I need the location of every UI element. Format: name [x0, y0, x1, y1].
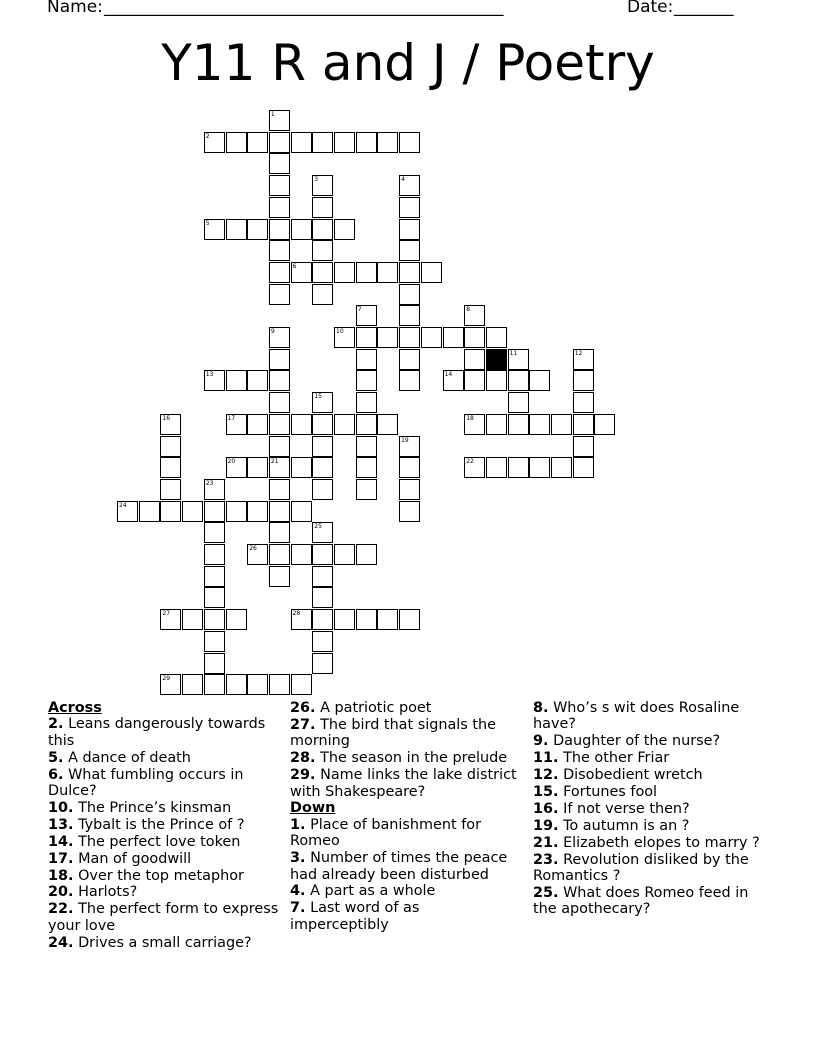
grid-cell[interactable] [356, 479, 377, 500]
clue-number: 11 [509, 349, 518, 357]
across-clue [48, 800, 280, 816]
grid-cell[interactable] [356, 414, 377, 435]
grid-cell[interactable] [160, 674, 181, 695]
clue-text: What does Romeo feed in the apothecary? [533, 884, 749, 918]
grid-cell[interactable] [312, 566, 333, 587]
grid-cell[interactable] [312, 631, 333, 652]
grid-cell[interactable] [291, 262, 312, 283]
clue-number: 6 [292, 262, 297, 270]
clues-column-1 [48, 700, 280, 952]
page-title: Y11 R and J / Poetry [161, 34, 655, 92]
clue-number: 4 [401, 176, 405, 184]
grid-cell[interactable] [139, 501, 160, 522]
grid-cell[interactable] [204, 219, 225, 240]
grid-cell[interactable] [312, 262, 333, 283]
grid-cell[interactable] [291, 674, 312, 695]
across-clue [48, 884, 280, 900]
grid-cell[interactable] [464, 457, 485, 478]
grid-cell[interactable] [551, 414, 572, 435]
clue-number: 3 [314, 176, 319, 184]
clue-number: 12 [574, 349, 583, 357]
grid-cell[interactable] [312, 609, 333, 630]
grid-cell[interactable] [334, 609, 355, 630]
grid-cell[interactable] [334, 544, 355, 565]
grid-cell[interactable] [356, 327, 377, 348]
grid-cell[interactable] [334, 132, 355, 153]
grid-cell[interactable] [204, 370, 225, 391]
grid-cell[interactable] [377, 609, 398, 630]
grid-cell[interactable] [204, 587, 225, 608]
black-square [486, 349, 507, 370]
grid-cell[interactable] [312, 587, 333, 608]
grid-cell[interactable] [508, 370, 529, 391]
grid-cell[interactable] [226, 674, 247, 695]
clue-text: The other Friar [563, 750, 670, 767]
clue-number: 16 [162, 414, 171, 422]
grid-cell[interactable] [312, 240, 333, 261]
grid-cell[interactable] [204, 653, 225, 674]
grid-cell[interactable] [160, 479, 181, 500]
down-clue [533, 818, 765, 834]
grid-cell[interactable] [486, 457, 507, 478]
clue-number: 14 [444, 371, 453, 379]
across-clue [290, 750, 522, 766]
grid-cell[interactable] [356, 349, 377, 370]
grid-cell[interactable] [356, 457, 377, 478]
grid-cell[interactable] [486, 370, 507, 391]
date-label: Date: [627, 0, 674, 17]
clue-number: 5 [205, 219, 210, 227]
across-heading: Across [48, 700, 102, 716]
grid-cell[interactable] [160, 609, 181, 630]
grid-cell[interactable] [529, 457, 550, 478]
grid-cell[interactable] [269, 197, 290, 218]
grid-cell[interactable] [334, 262, 355, 283]
grid-cell[interactable] [269, 110, 290, 131]
clue-num: 2. [48, 716, 64, 733]
clue-number: 28 [292, 610, 301, 618]
grid-cell[interactable] [204, 674, 225, 695]
clue-num: 9. [533, 733, 549, 750]
grid-cell[interactable] [399, 349, 420, 370]
grid-cell[interactable] [508, 414, 529, 435]
name-label: Name: [47, 0, 103, 17]
across-clue [48, 851, 280, 867]
grid-cell[interactable] [204, 609, 225, 630]
grid-cell[interactable] [226, 370, 247, 391]
grid-cell[interactable] [356, 305, 377, 326]
across-clue [48, 868, 280, 884]
clue-num: 27. [290, 716, 316, 733]
clue-num: 21. [533, 834, 559, 851]
grid-cell[interactable] [399, 262, 420, 283]
grid-cell[interactable] [269, 544, 290, 565]
clue-num: 14. [48, 833, 74, 850]
clue-number: 24 [119, 501, 127, 509]
grid-cell[interactable] [334, 219, 355, 240]
clue-text: Number of times the peace had already been disturbed [290, 850, 508, 883]
grid-cell[interactable] [269, 284, 290, 305]
clue-number: 20 [227, 458, 236, 466]
clue-number: 17 [227, 414, 236, 422]
grid-cell[interactable] [399, 436, 420, 457]
grid-cell[interactable] [443, 327, 464, 348]
grid-cell[interactable] [247, 219, 268, 240]
grid-cell[interactable] [269, 479, 290, 500]
clue-text: Who’s s wit does Rosaline have? [533, 700, 740, 733]
grid-cell[interactable] [291, 414, 312, 435]
grid-cell[interactable] [269, 219, 290, 240]
grid-cell[interactable] [204, 631, 225, 652]
clues-column-2 [290, 700, 522, 934]
grid-cell[interactable] [247, 674, 268, 695]
clue-num: 3. [290, 850, 306, 867]
grid-cell[interactable] [464, 414, 485, 435]
clue-text: Last word of as imperceptibly [290, 900, 420, 933]
grid-cell[interactable] [291, 501, 312, 522]
grid-cell[interactable] [160, 436, 181, 457]
grid-cell[interactable] [182, 501, 203, 522]
clue-num: 4. [290, 883, 306, 900]
grid-cell[interactable] [269, 436, 290, 457]
grid-cell[interactable] [399, 197, 420, 218]
grid-cell[interactable] [204, 522, 225, 543]
clue-num: 25. [533, 884, 559, 901]
grid-cell[interactable] [573, 436, 594, 457]
clue-text: What fumbling occurs in Dulce? [48, 766, 244, 800]
grid-cell[interactable] [269, 349, 290, 370]
grid-cell[interactable] [247, 414, 268, 435]
grid-cell[interactable] [291, 132, 312, 153]
grid-cell[interactable] [399, 240, 420, 261]
grid-cell[interactable] [508, 349, 529, 370]
down-clue [290, 817, 522, 850]
clue-text: The season in the prelude [320, 750, 508, 767]
grid-cell[interactable] [247, 132, 268, 153]
grid-cell[interactable] [312, 544, 333, 565]
down-clue [290, 850, 522, 883]
grid-cell[interactable] [247, 457, 268, 478]
grid-cell[interactable] [421, 327, 442, 348]
grid-cell[interactable] [399, 609, 420, 630]
grid-cell[interactable] [269, 674, 290, 695]
grid-cell[interactable] [399, 219, 420, 240]
grid-cell[interactable] [312, 219, 333, 240]
grid-cell[interactable] [312, 653, 333, 674]
grid-cell[interactable] [312, 436, 333, 457]
clue-text: If not verse then? [563, 800, 690, 817]
grid-cell[interactable] [486, 414, 507, 435]
grid-cell[interactable] [464, 327, 485, 348]
clue-text: Disobedient wretch [563, 767, 703, 784]
grid-cell[interactable] [312, 457, 333, 478]
grid-cell[interactable] [269, 175, 290, 196]
grid-cell[interactable] [464, 370, 485, 391]
grid-cell[interactable] [226, 501, 247, 522]
clue-text: The Prince’s kinsman [78, 799, 232, 816]
down-clue [533, 733, 765, 749]
grid-cell[interactable] [312, 479, 333, 500]
clue-num: 1. [290, 816, 306, 833]
grid-cell[interactable] [486, 327, 507, 348]
grid-cell[interactable] [117, 501, 138, 522]
clue-num: 5. [48, 749, 64, 766]
grid-cell[interactable] [204, 132, 225, 153]
clue-number: 25 [314, 523, 322, 531]
grid-cell[interactable] [464, 349, 485, 370]
clue-number: 19 [401, 436, 409, 444]
grid-cell[interactable] [204, 566, 225, 587]
clue-text: Elizabeth elopes to marry ? [563, 834, 760, 851]
grid-cell[interactable] [356, 392, 377, 413]
clue-number: 1 [270, 111, 275, 118]
clue-num: 7. [290, 900, 306, 917]
clue-text: Revolution disliked by the Romantics ? [533, 851, 749, 885]
grid-cell[interactable] [269, 240, 290, 261]
grid-cell[interactable] [182, 609, 203, 630]
grid-cell[interactable] [226, 414, 247, 435]
across-clue [290, 700, 522, 716]
across-clue [48, 817, 280, 833]
grid-cell[interactable] [399, 284, 420, 305]
grid-cell[interactable] [356, 609, 377, 630]
grid-cell[interactable] [573, 349, 594, 370]
grid-cell[interactable] [573, 392, 594, 413]
down-clue [533, 700, 765, 733]
grid-cell[interactable] [377, 414, 398, 435]
clue-number: 2 [205, 132, 210, 140]
clue-number: 23 [205, 479, 214, 487]
clue-num: 23. [533, 851, 559, 868]
down-clue [533, 801, 765, 817]
grid-cell[interactable] [204, 479, 225, 500]
grid-cell[interactable] [508, 392, 529, 413]
across-clue [48, 834, 280, 850]
clue-text: Daughter of the nurse? [553, 733, 721, 750]
across-clue [48, 901, 280, 934]
grid-cell[interactable] [312, 522, 333, 543]
down-clue [533, 750, 765, 766]
grid-cell[interactable] [399, 305, 420, 326]
clue-num: 24. [48, 934, 74, 951]
clue-num: 26. [290, 700, 316, 716]
clue-num: 22. [48, 901, 74, 918]
grid-cell[interactable] [356, 436, 377, 457]
clue-text: Man of goodwill [78, 850, 192, 867]
clue-num: 17. [48, 850, 74, 867]
grid-cell[interactable] [312, 414, 333, 435]
clue-num: 29. [290, 767, 316, 784]
clue-text: Drives a small carriage? [78, 934, 252, 951]
grid-cell[interactable] [247, 501, 268, 522]
across-clue [290, 767, 522, 800]
grid-cell[interactable] [226, 219, 247, 240]
down-clue [533, 784, 765, 800]
grid-cell[interactable] [312, 284, 333, 305]
grid-cell[interactable] [356, 544, 377, 565]
clue-text: The bird that signals the morning [290, 716, 496, 750]
grid-cell[interactable] [226, 457, 247, 478]
clue-number: 13 [205, 371, 214, 379]
grid-cell[interactable] [399, 457, 420, 478]
grid-cell[interactable] [160, 457, 181, 478]
clue-num: 15. [533, 784, 559, 801]
clue-number: 10 [336, 328, 344, 335]
grid-cell[interactable] [291, 219, 312, 240]
grid-cell[interactable] [269, 153, 290, 174]
grid-cell[interactable] [421, 262, 442, 283]
clue-number: 27 [162, 610, 171, 618]
clue-text: Fortunes fool [563, 784, 658, 801]
clue-num: 8. [533, 700, 549, 716]
down-clue [533, 885, 765, 918]
grid-cell[interactable] [356, 370, 377, 391]
down-clue [290, 900, 522, 933]
clue-number: 26 [249, 545, 257, 552]
clue-num: 16. [533, 800, 559, 817]
date-field[interactable]: _______ [674, 0, 734, 17]
grid-cell[interactable] [269, 370, 290, 391]
grid-cell[interactable] [356, 132, 377, 153]
grid-cell[interactable] [529, 414, 550, 435]
grid-cell[interactable] [334, 327, 355, 348]
clue-num: 11. [533, 750, 559, 767]
clue-num: 6. [48, 766, 64, 783]
grid-cell[interactable] [291, 544, 312, 565]
grid-cell[interactable] [312, 197, 333, 218]
grid-cell[interactable] [334, 414, 355, 435]
clue-text: Name links the lake district with Shakespeare? [290, 767, 517, 800]
clue-number: 21 [270, 458, 279, 466]
grid-cell[interactable] [312, 132, 333, 153]
grid-cell[interactable] [269, 566, 290, 587]
clue-number: 29 [162, 675, 171, 683]
across-clue [48, 750, 280, 766]
grid-cell[interactable] [291, 609, 312, 630]
across-clue [290, 717, 522, 750]
grid-cell[interactable] [443, 370, 464, 391]
down-clue [533, 835, 765, 851]
name-field[interactable]: _______________________________________________ [104, 0, 504, 17]
grid-cell[interactable] [226, 132, 247, 153]
clue-text: The perfect love token [78, 833, 241, 850]
clue-text: Place of banishment for Romeo [290, 816, 482, 850]
grid-cell[interactable] [247, 544, 268, 565]
clue-number: 8 [466, 306, 471, 314]
across-clue [48, 767, 280, 800]
clue-text: Leans dangerously towards this [48, 716, 266, 749]
grid-cell[interactable] [312, 175, 333, 196]
grid-cell[interactable] [269, 392, 290, 413]
clue-number: 7 [357, 306, 362, 314]
grid-cell[interactable] [573, 457, 594, 478]
clue-num: 13. [48, 816, 74, 833]
clue-number: 18 [466, 414, 474, 422]
clue-text: Over the top metaphor [78, 867, 244, 884]
grid-cell[interactable] [399, 132, 420, 153]
grid-cell[interactable] [269, 522, 290, 543]
clue-text: Harlots? [78, 884, 138, 901]
clue-text: To autumn is an ? [563, 817, 690, 834]
grid-cell[interactable] [356, 262, 377, 283]
clue-num: 28. [290, 750, 316, 767]
clue-number: 9 [270, 328, 275, 335]
grid-cell[interactable] [269, 457, 290, 478]
grid-cell[interactable] [291, 457, 312, 478]
down-clue [533, 852, 765, 885]
grid-cell[interactable] [269, 414, 290, 435]
clue-text: A patriotic poet [320, 700, 432, 716]
clue-num: 10. [48, 799, 74, 816]
grid-cell[interactable] [269, 501, 290, 522]
grid-cell[interactable] [377, 262, 398, 283]
grid-cell[interactable] [399, 327, 420, 348]
grid-cell[interactable] [399, 370, 420, 391]
clue-text: A part as a whole [310, 883, 436, 900]
clue-number: 22 [466, 458, 474, 466]
grid-cell[interactable] [247, 370, 268, 391]
grid-cell[interactable] [573, 370, 594, 391]
grid-cell[interactable] [551, 457, 572, 478]
clue-text: The perfect form to express your love [48, 901, 279, 934]
clue-text: Tybalt is the Prince of ? [78, 816, 245, 833]
down-heading: Down [290, 800, 336, 817]
grid-cell[interactable] [399, 175, 420, 196]
grid-cell[interactable] [312, 392, 333, 413]
down-clue [290, 883, 522, 899]
grid-cell[interactable] [399, 479, 420, 500]
grid-cell[interactable] [182, 674, 203, 695]
clue-text: A dance of death [68, 749, 191, 766]
across-clue [48, 935, 280, 951]
grid-cell[interactable] [269, 262, 290, 283]
grid-cell[interactable] [529, 370, 550, 391]
grid-cell[interactable] [160, 501, 181, 522]
clue-num: 20. [48, 884, 74, 901]
clues-column-3 [533, 700, 765, 918]
grid-cell[interactable] [226, 609, 247, 630]
grid-cell[interactable] [508, 457, 529, 478]
grid-cell[interactable] [399, 501, 420, 522]
grid-cell[interactable] [269, 132, 290, 153]
clue-num: 12. [533, 767, 559, 784]
clue-num: 19. [533, 817, 559, 834]
grid-cell[interactable] [204, 501, 225, 522]
down-clue [533, 767, 765, 783]
grid-cell[interactable] [204, 544, 225, 565]
grid-cell[interactable] [377, 327, 398, 348]
clue-num: 18. [48, 867, 74, 884]
across-clue [48, 716, 280, 749]
grid-cell[interactable] [377, 132, 398, 153]
grid-cell[interactable] [594, 414, 615, 435]
grid-cell[interactable] [573, 414, 594, 435]
grid-cell[interactable] [160, 414, 181, 435]
grid-cell[interactable] [464, 305, 485, 326]
grid-cell[interactable] [269, 327, 290, 348]
clue-number: 15 [314, 393, 322, 401]
